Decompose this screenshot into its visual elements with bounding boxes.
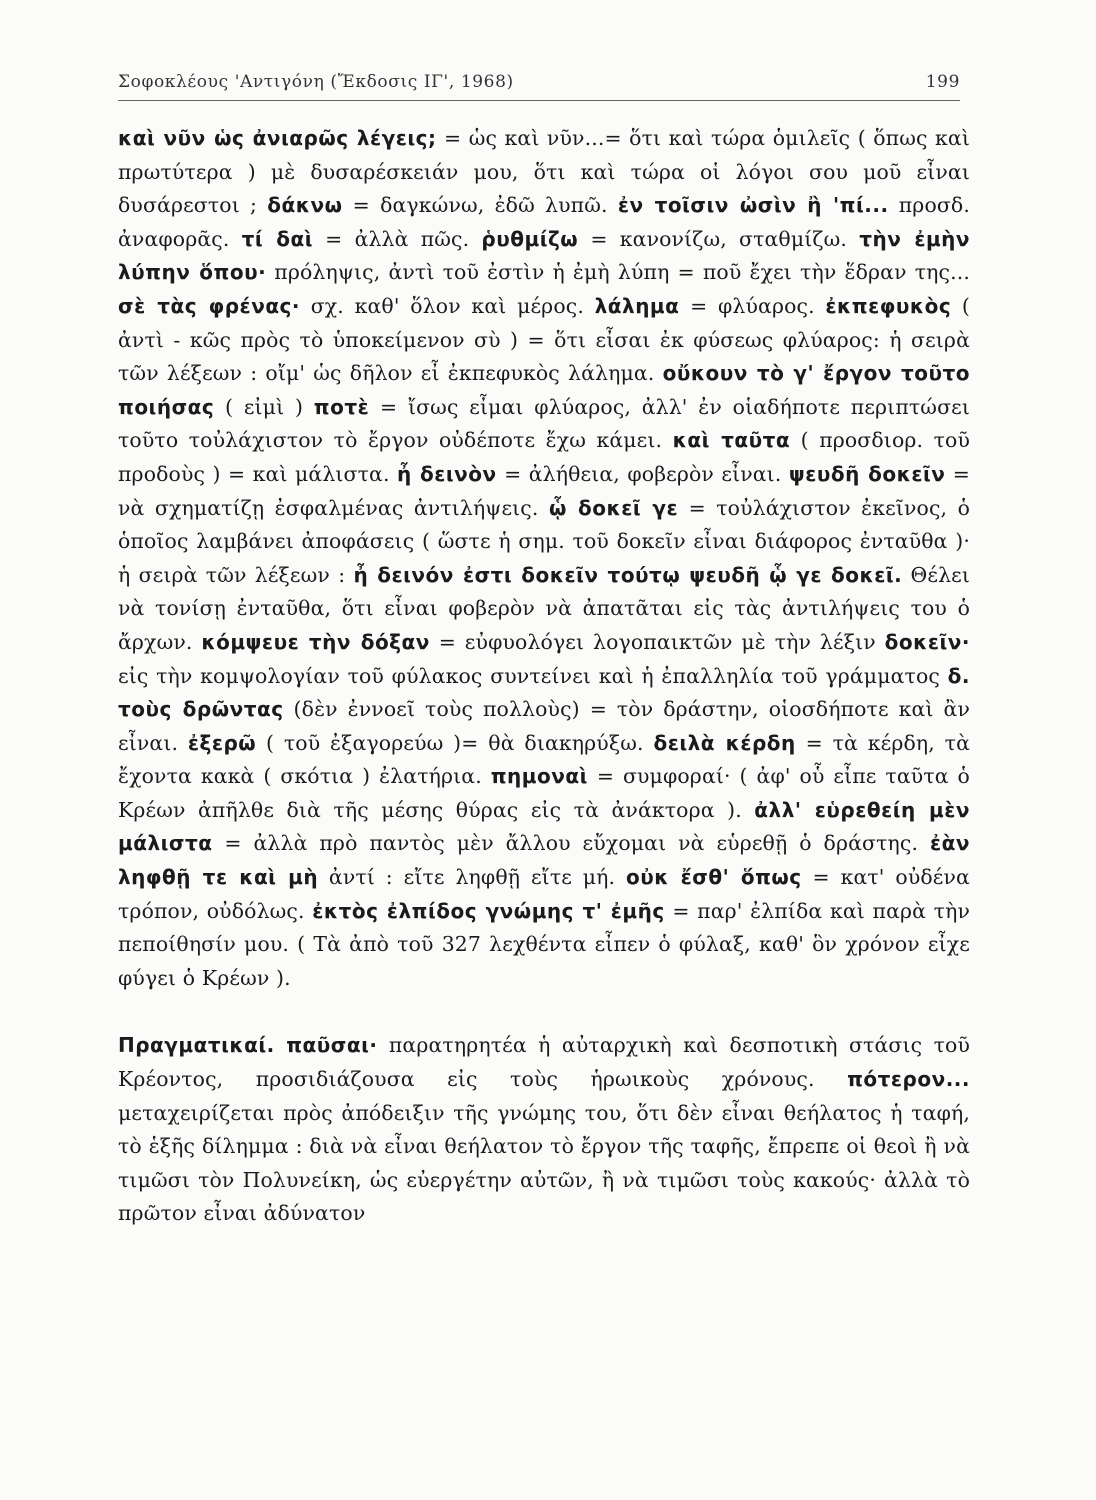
- lemma: καὶ ταῦτα: [672, 428, 791, 453]
- section-heading: Πραγματικαί.: [118, 1033, 275, 1058]
- lemma: δειλὰ κέρδη: [653, 730, 796, 755]
- gloss: = συμφοραί· ( ἀφ' οὗ εἶπε ταῦτα ὁ Κρέων ἀπῆλθε διὰ τῆς μέσης θύρας εἰς τὰ ἀνάκτορα ).: [118, 764, 970, 822]
- gloss: = νὰ σχηματίζῃ ἐσφαλμένας ἀντιλήψεις.: [118, 461, 971, 520]
- lemma: λάλημα: [594, 293, 680, 318]
- gloss: μεταχειρίζεται πρὸς ἀπόδειξιν τῆς γνώμης του, ὅτι δὲν εἶναι θεήλατος ἡ ταφή, τὸ ἑξῆς δίλημμα : διὰ νὰ εἶναι θεήλατον τὸ ἔργον τῆς ταφῆς, ἔπρεπε οἱ θεοὶ ἢ νὰ τιμῶσι τὸν Πολυνείκη, ὡς εὐεργέτην αὐτῶν, ἢ νὰ τιμῶσι τοὺς κακούς· ἀλλὰ τὸ πρῶτον εἶναι ἀδύνατον: [118, 1100, 970, 1226]
- gloss: = δαγκώνω, ἐδῶ λυπῶ.: [352, 193, 608, 218]
- lemma: ῥυθμίζω: [481, 226, 579, 251]
- lemma: πότερον...: [847, 1067, 970, 1092]
- gloss: προσδ. ἀναφορᾶς.: [118, 193, 970, 251]
- lemma: σὲ τὰς φρένας·: [118, 293, 301, 318]
- lemma: ἐὰν ληφθῇ τε καὶ μὴ: [118, 831, 970, 890]
- gloss: = ἴσως εἶμαι φλύαρος, ἀλλ' ἐν οἱαδήποτε περιπτώσει τοῦτο τοὐλάχιστον τὸ ἔργον οὐδέποτε ἔχω κάμει.: [118, 394, 971, 453]
- page-number: 199: [925, 72, 960, 92]
- lemma: ψευδῆ δοκεῖν: [788, 461, 946, 486]
- lemma: ἦ δεινόν ἐστι δοκεῖν τούτῳ ψευδῆ ᾧ γε δοκεῖ.: [353, 562, 903, 587]
- lemma: τί δαὶ: [241, 226, 313, 251]
- lemma: καὶ νῦν ὡς ἀνιαρῶς λέγεις;: [118, 126, 437, 150]
- gloss: ( εἰμὶ ): [225, 394, 304, 419]
- lemma: ποτὲ: [313, 394, 370, 419]
- lemma: οὔκουν τὸ γ' ἔργον τοῦτο ποιήσας: [118, 361, 971, 419]
- gloss: = κατ' οὐδένα τρόπον, οὐδόλως.: [118, 865, 970, 923]
- gloss: = κανονίζω, σταθμίζω.: [590, 226, 848, 251]
- lemma: κόμψευε τὴν δόξαν: [201, 629, 430, 654]
- gloss: εἰς τὴν κομψολογίαν τοῦ φύλακος συντείνει καὶ ἡ ἐπαλληλία τοῦ γράμματος: [118, 663, 940, 688]
- header-rule: [118, 100, 960, 101]
- lemma: τὴν ἐμὴν λύπην ὅπου·: [118, 226, 971, 285]
- gloss: = ὡς καὶ νῦν...= ὅτι καὶ τώρα ὁμιλεῖς ( ὅπως καὶ πρωτύτερα ) μὲ δυσαρέσκειάν μου, ὅτι καὶ τώρα οἱ λόγοι σου μοῦ εἶναι δυσάρεστοι ;: [118, 126, 970, 218]
- commentary-paragraph: [118, 122, 970, 995]
- lemma: ἐκπεφυκὸς: [825, 293, 952, 318]
- gloss: = ἀλλὰ πῶς.: [325, 226, 470, 251]
- lemma: δάκνω: [267, 193, 343, 218]
- gloss: σχ. καθ' ὅλον καὶ μέρος.: [310, 293, 584, 318]
- lemma: ἐξερῶ: [187, 730, 257, 755]
- lemma: ἐκτὸς ἐλπίδος γνώμης τ' ἐμῆς: [312, 898, 665, 923]
- gloss: παρατηρητέα ἡ αὐταρχικὴ καὶ δεσποτικὴ στάσις τοῦ Κρέοντος, προσιδιάζουσα εἰς τοὺς ἡρωικοὺς χρόνους.: [118, 1033, 970, 1092]
- lemma: ᾧ δοκεῖ γε: [548, 495, 679, 520]
- gloss: ( ἀντὶ - κῶς πρὸς τὸ ὑποκείμενον σὺ ) = ὅτι εἶσαι ἐκ φύσεως φλύαρος: ἡ σειρὰ τῶν λέξεων : οἴμ' ὡς δῆλον εἶ ἐκπεφυκὸς λάλημα.: [118, 293, 970, 386]
- lemma: οὐκ ἔσθ' ὅπως: [626, 865, 802, 890]
- lemma: δοκεῖν·: [884, 629, 970, 654]
- gloss: = τοὐλάχιστον ἐκεῖνος, ὁ ὁποῖος λαμβάνει ἀποφάσεις ( ὥστε ἡ σημ. τοῦ δοκεῖν εἶναι διάφορος ἐνταῦθα )· ἡ σειρὰ τῶν λέξεων :: [118, 495, 971, 587]
- lemma: ἦ δεινὸν: [397, 461, 497, 486]
- lemma: ἀλλ' εὑρεθείη μὲν μάλιστα: [118, 797, 970, 856]
- header-title: Σοφοκλέους 'Αντιγόνη (Ἔκδοσις ΙΓ', 1968): [118, 72, 514, 92]
- commentary-paragraph: [118, 1029, 970, 1231]
- gloss: (δὲν ἐννοεῖ τοὺς πολλοὺς) = τὸν δράστην, οἱοσδήποτε καὶ ἂν εἶναι.: [118, 697, 971, 755]
- gloss: ἀντί : εἴτε ληφθῇ εἴτε μή.: [328, 865, 616, 890]
- gloss: πρόληψις, ἀντὶ τοῦ ἐστὶν ἡ ἐμὴ λύπη = ποῦ ἔχει τὴν ἕδραν της...: [274, 260, 970, 285]
- gloss: = ἀλήθεια, φοβερὸν εἶναι.: [504, 461, 782, 486]
- gloss: = ἀλλὰ πρὸ παντὸς μὲν ἄλλου εὔχομαι νὰ εὑρεθῇ ὁ δράστης.: [224, 831, 919, 856]
- commentary-body: [118, 122, 970, 1231]
- gloss: = εὐφυολόγει λογοπαικτῶν μὲ τὴν λέξιν: [438, 629, 876, 654]
- paragraph-gap: [118, 995, 970, 1029]
- lemma: παῦσαι·: [286, 1033, 378, 1058]
- gloss: = τὰ κέρδη, τὰ ἔχοντα κακὰ ( σκότια ) ἐλατήρια.: [118, 730, 971, 789]
- gloss: = παρ' ἐλπίδα καὶ παρὰ τὴν πεποίθησίν μου. ( Τὰ ἀπὸ τοῦ 327 λεχθέντα εἶπεν ὁ φύλαξ, καθ' ὃν χρόνον εἶχε φύγει ὁ Κρέων ).: [118, 898, 970, 990]
- gloss: = φλύαρος.: [690, 293, 815, 318]
- lemma: δ. τοὺς δρῶντας: [118, 663, 970, 722]
- running-header: [118, 62, 960, 92]
- lemma: ἐν τοῖσιν ὠσὶν ἢ 'πί...: [617, 193, 889, 218]
- gloss: ( προσδιορ. τοῦ προδοὺς ) = καὶ μάλιστα.: [118, 428, 970, 486]
- gloss: Θέλει νὰ τονίσῃ ἐνταῦθα, ὅτι εἶναι φοβερὸν νὰ ἀπατᾶται εἰς τὰς ἀντιλήψεις του ὁ ἄρχων.: [118, 562, 971, 654]
- gloss: ( τοῦ ἐξαγορεύω )= θὰ διακηρύξω.: [265, 730, 644, 755]
- lemma: πημοναὶ: [490, 764, 588, 789]
